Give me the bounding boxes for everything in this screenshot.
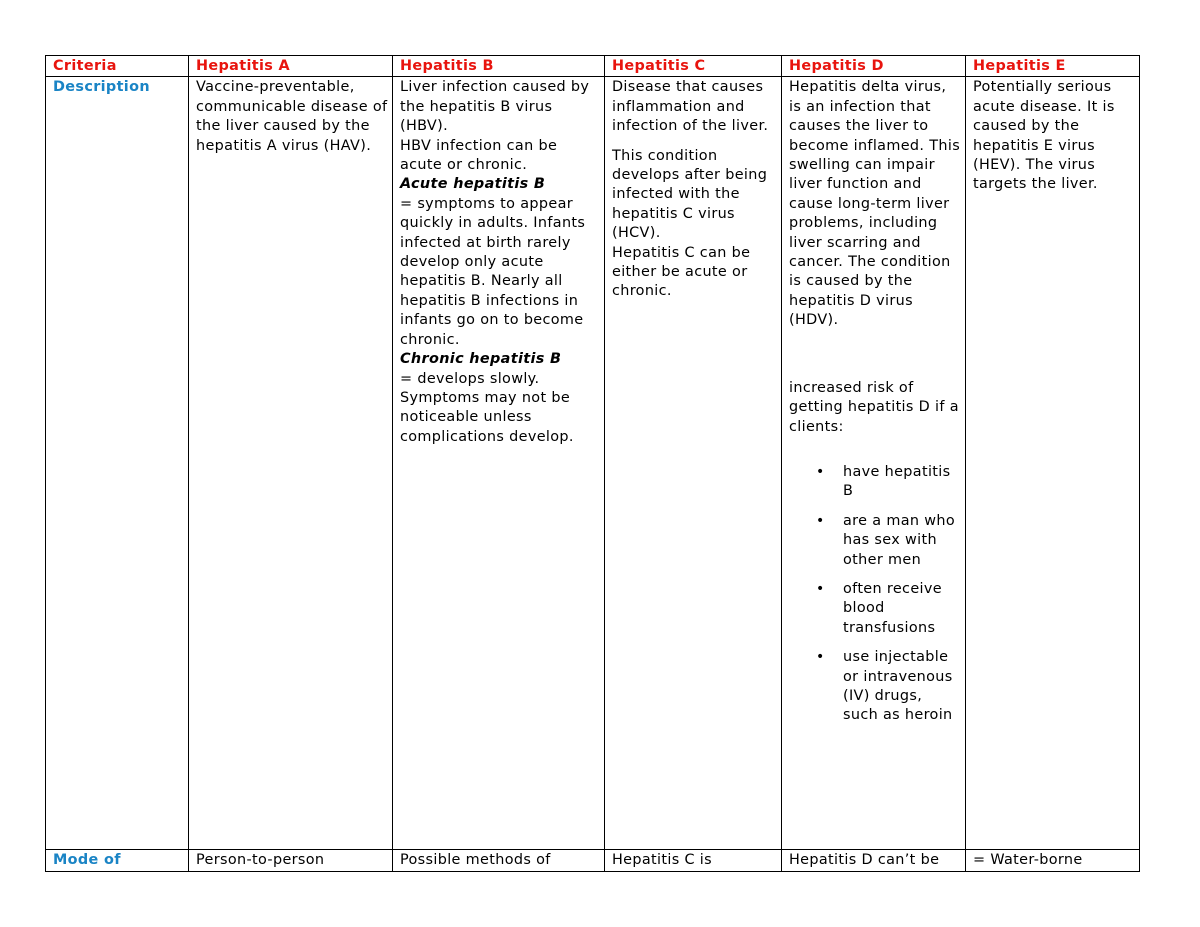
hep-d-risk-intro: increased risk of getting hepatitis D if a clients: bbox=[789, 379, 959, 435]
mode-of-transmission-row bbox=[46, 850, 1140, 872]
bullet-icon: • bbox=[816, 463, 825, 480]
description-hepatitis-c bbox=[605, 77, 782, 850]
risk-text: have hepatitis B bbox=[843, 463, 951, 500]
list-item bbox=[816, 463, 961, 502]
description-hepatitis-d bbox=[782, 77, 966, 850]
risk-text: use injectable or intravenous (IV) drugs, such as heroin bbox=[843, 649, 953, 724]
bullet-icon: • bbox=[816, 512, 825, 529]
hep-c-intro: Disease that causes inflammation and infection of the liver. bbox=[612, 79, 769, 135]
mode-hepatitis-d: Hepatitis D can’t be bbox=[782, 850, 966, 872]
hep-d-intro: Hepatitis delta virus, is an infection that causes the liver to become inflamed. This swelling can impair liver function and cause long-term liver problems, including liver scarring and cancer. The condition is caused by the hepatitis D virus (HDV). bbox=[789, 79, 961, 329]
hep-b-chronic-text: = develops slowly. Symptoms may not be noticeable unless complications develop. bbox=[400, 370, 574, 445]
criteria-mode-of: Mode of bbox=[46, 850, 189, 872]
risk-text: are a man who has sex with other men bbox=[843, 512, 956, 568]
hep-b-intro: Liver infection caused by the hepatitis B virus (HBV). bbox=[400, 79, 590, 135]
header-hepatitis-c: Hepatitis C bbox=[605, 56, 782, 77]
mode-hepatitis-e: = Water-borne bbox=[966, 850, 1140, 872]
criteria-description: Description bbox=[46, 77, 189, 850]
bullet-icon: • bbox=[816, 580, 825, 597]
header-hepatitis-a: Hepatitis A bbox=[189, 56, 393, 77]
list-item bbox=[816, 648, 961, 726]
description-hepatitis-e bbox=[966, 77, 1140, 850]
list-item bbox=[816, 580, 961, 638]
mode-hepatitis-c: Hepatitis C is bbox=[605, 850, 782, 872]
hep-d-risk-list bbox=[789, 463, 961, 726]
description-row bbox=[46, 77, 1140, 850]
hepatitis-comparison-table bbox=[45, 55, 1140, 872]
hep-a-description-text: Vaccine-preventable, communicable disease of the liver caused by the hepatitis A virus (HAV). bbox=[196, 79, 388, 154]
hep-c-acute-or-chronic: Hepatitis C can be either be acute or chronic. bbox=[612, 244, 751, 300]
header-row bbox=[46, 56, 1140, 77]
mode-hepatitis-b: Possible methods of bbox=[393, 850, 605, 872]
list-item bbox=[816, 512, 961, 570]
description-hepatitis-b bbox=[393, 77, 605, 850]
hep-b-acute-title: Acute hepatitis B bbox=[400, 176, 546, 193]
hep-e-description-text: Potentially serious acute disease. It is caused by the hepatitis E virus (HEV). The virus targets the liver. bbox=[973, 79, 1115, 193]
mode-hepatitis-a: Person-to-person bbox=[189, 850, 393, 872]
hep-b-acute-text: = symptoms to appear quickly in adults. Infants infected at birth rarely develop only acute hepatitis B. Nearly all hepatitis B infections in infants go on to become chronic. bbox=[400, 195, 586, 348]
hep-b-acute-or-chronic: HBV infection can be acute or chronic. bbox=[400, 137, 558, 174]
hep-b-chronic-title: Chronic hepatitis B bbox=[400, 351, 562, 368]
header-hepatitis-b: Hepatitis B bbox=[393, 56, 605, 77]
header-criteria: Criteria bbox=[46, 56, 189, 77]
description-hepatitis-a bbox=[189, 77, 393, 850]
header-hepatitis-d: Hepatitis D bbox=[782, 56, 966, 77]
bullet-icon: • bbox=[816, 649, 825, 666]
risk-text: often receive blood transfusions bbox=[843, 580, 942, 636]
hep-c-cause: This condition develops after being infected with the hepatitis C virus (HCV). bbox=[612, 147, 768, 242]
header-hepatitis-e: Hepatitis E bbox=[966, 56, 1140, 77]
